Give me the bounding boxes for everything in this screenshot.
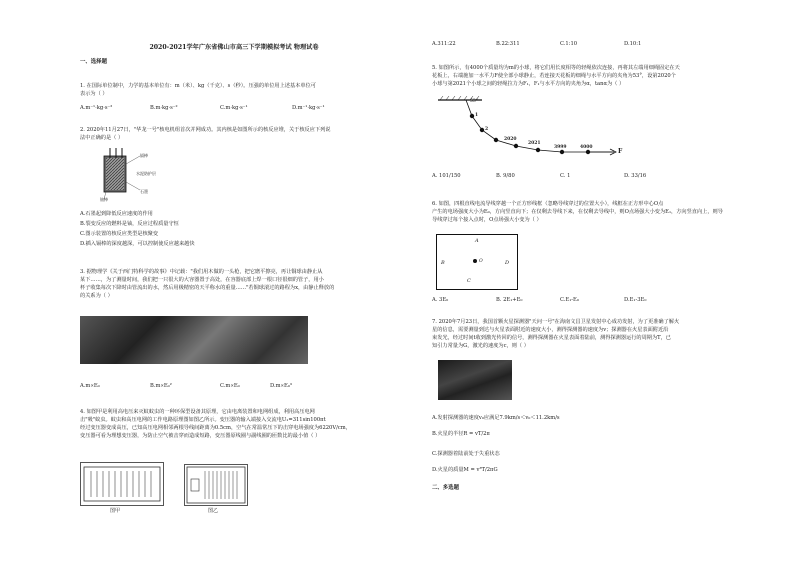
label-uranium-rod: 铀棒: [100, 197, 108, 202]
section-heading-multi-choice: 二、多选题: [432, 485, 459, 491]
q3-option-b: B.m∝E₀²: [150, 383, 172, 389]
q6-option-b: B. 2E₁+E₀: [496, 297, 523, 303]
ball-label-1: 1: [475, 113, 479, 118]
question-4-text: 4. 如图甲是利用高电压来灭蚊蚊虫的一种环保型设备其原理，它由电离装置和电网组成，利用高压电网: [80, 409, 315, 415]
q4-option-d: D.10:1: [624, 41, 642, 47]
q1-option-d: D.m⁻¹·kg·s⁻¹: [292, 105, 325, 111]
question-5-text-3: 小球与第2021个小球之间的轻绳拉力为F₁，F₁与水平方向的夹角为α，tanα为（ ）: [432, 81, 625, 87]
figure-b-caption: 图乙: [208, 508, 219, 514]
ball-label-4000: 4000: [580, 145, 593, 150]
figure-a-caption: 图甲: [110, 508, 121, 514]
q5-option-b: B. 9/80: [496, 173, 515, 179]
center-point-dot: [473, 259, 477, 263]
question-2: [80, 126, 380, 142]
figure-a-bug-zapper: [80, 462, 164, 506]
ball-label-2020: 2020: [504, 137, 517, 142]
q6-option-a: A. 3E₀: [432, 297, 449, 303]
q7-option-d: D.火星的质量M = v³T/2πG: [432, 467, 498, 473]
q4-option-b: B.22:311: [496, 41, 520, 47]
q6-option-c: C.E₁-E₀: [560, 297, 579, 303]
question-5-text-2: 花板上，右端施加一水平力F使全部小球静止，若连接天花板的细绳与水平方向的夹角为53°，设第2020个: [432, 73, 676, 79]
label-cadmium-rod: 镉棒: [140, 153, 148, 158]
ball-chain-figure: [438, 94, 628, 164]
question-1: [80, 82, 380, 98]
left-column: [80, 0, 388, 562]
question-6-text-2: 产生的电场强度大小为E₀，方向竖直向下；在仅剩去导线下来，在仅剩去导线中，则O点场强大小变为E₁，方向竖直向上，则导: [432, 209, 723, 215]
point-a-label: A: [475, 238, 479, 244]
q5-option-d: D. 33/16: [624, 173, 647, 179]
square-frame-figure: [436, 234, 518, 290]
figure-b-circuit: [184, 464, 248, 506]
question-3-text-3: 杯子收集每次下降时由管流出的水，然后用极精密的天平称水的重量……"若铜球滚过的路程为x，由静止释放的: [80, 285, 335, 291]
point-o-label: O: [479, 259, 483, 264]
question-2-text: 2. 2020年11月27日，"华龙一号"核电机组首次并网成功。其内核是如图所示的核反应堆，关于核反应下列说: [80, 127, 331, 133]
question-5-text: 5. 如图所示，有4000个质量均为m的小球，将它们用长度相等的轻绳依次连接，再将其左端用细绳固定在天: [432, 65, 680, 71]
question-3-text-4: 的关系为（ ）: [80, 293, 113, 299]
q2-option-b: B.裂变反应的燃料是铀，反应过程质量守恒: [80, 221, 179, 227]
q2-option-c: C.图示装置的核反应类型是核聚变: [80, 231, 159, 237]
q7-option-a: A.发射探测器的速度v₀应满足7.9km/s＜v₀＜11.2km/s: [432, 415, 560, 421]
q5-option-a: A. 101/150: [432, 173, 461, 179]
reactor-figure: [100, 144, 162, 202]
question-5: [432, 64, 744, 88]
ball-label-3999: 3999: [554, 145, 567, 150]
label-graphite: 石墨: [140, 189, 148, 194]
question-3-text: 3. 据物理学《关于西门特科学的故事》中记载："我们用木做的一头枪，把它磨平擦亮，再让铜球由静止从: [80, 269, 323, 275]
q3-option-d: D.m∝E₀³: [270, 383, 292, 389]
page-title: 2020-2021学年广东省佛山市高三下学期模拟考试 物理试卷: [149, 44, 319, 51]
galileo-painting-image: [80, 316, 308, 364]
mars-probe-photo: [438, 360, 512, 400]
point-d-label: D: [505, 260, 510, 266]
question-7-text-3: 束发光，经过时间t收到激光传回的信号，测得探测器在火星表面着陆前，测得探测器运行的周期为T，已: [432, 335, 671, 341]
q1-option-b: B.m·kg·s⁻²: [150, 105, 178, 111]
question-7-text: 7. 2020年7月23日，我国首颗火星探测器"天问一号"在海南文昌卫星发射中心成功发射，为了更准确了解火: [432, 319, 680, 325]
q3-option-a: A.m∝E₀: [80, 383, 100, 389]
q7-option-b: B.火星的半径R = vT/2π: [432, 431, 490, 437]
point-b-label: B: [441, 260, 445, 266]
q1-option-a: A.m⁻¹·kg·s⁻²: [80, 105, 113, 111]
label-concrete-shield: 水泥防护层: [136, 171, 156, 176]
q2-option-a: A.石墨起到降低反应速度的作用: [80, 211, 153, 217]
question-4-text-3: 经过变压器变成高压，已知高压电网相邻两根导线间距离为0.5cm，空气在常温常压下的击穿电场强度为6220V/cm，: [80, 425, 351, 431]
q4-option-a: A.311:22: [432, 41, 456, 47]
force-label-f: F: [618, 148, 623, 155]
question-2-text-2: 法中正确的是（ ）: [80, 135, 124, 141]
question-4: [80, 408, 380, 440]
q2-option-d: D.插入镉棒的深度越深，可以控制使反应越来越快: [80, 241, 195, 247]
section-heading-single-choice: 一、选择题: [80, 59, 107, 65]
question-6-text: 6. 如图，四根直线电流导线穿越一个正方形线框（忽略导线穿过的位置大小），线框在正方形中心O点: [432, 201, 664, 207]
question-1-text-2: 表示为（ ）: [80, 91, 108, 97]
q1-option-c: C.m·kg·s⁻¹: [220, 105, 248, 111]
q3-option-c: C.m∝E₀: [220, 383, 240, 389]
question-3-text-2: 某下……，为了测量时间，我们把一只很大的大容器置于高处，在容器底部上焊一根口径很细的管子，用小: [80, 277, 324, 283]
question-6-text-3: 导线穿过每个接入点时，O点场强大小变为（ ）: [432, 217, 542, 223]
question-4-text-4: 变压器可看为理想变压器，为防止空气被击穿而造成短路，变压器原线圈与副线圈的匝数比的最小值（ ）: [80, 433, 321, 439]
question-7-text-4: 知引力常量为G，激光的速度为c，则（ ）: [432, 343, 529, 349]
q6-option-d: D.E₁-3E₀: [624, 297, 647, 303]
question-4-text-2: 击"吸"蚊虫。蚊虫和高压电网的工作电路原理图如图乙所示。变压器的输入端接入交流电U₁=311sin100πt: [80, 417, 326, 423]
question-6: [432, 200, 744, 224]
question-3: [80, 268, 380, 300]
question-1-text: 1. 在国际单位制中，力学的基本单位有：m（米）、kg（千克）、s（秒）。压强的单位用上述基本单位可: [80, 83, 316, 89]
angle-label: 53°: [470, 99, 478, 104]
question-7-text-2: 星的信息，需要测量到达与火星表面附近的速度大小，测得探测器的速度为v；探测器在火星表面附近沿: [432, 327, 669, 333]
q4-option-c: C.1:10: [560, 41, 578, 47]
ball-label-2: 2: [485, 127, 489, 132]
ball-label-2021: 2021: [528, 141, 541, 146]
q7-option-c: C.探测器着陆前处于失重状态: [432, 451, 500, 457]
right-column: [432, 0, 744, 562]
question-7: [432, 318, 744, 350]
q5-option-c: C. 1: [560, 173, 571, 179]
point-c-label: C: [467, 278, 471, 284]
